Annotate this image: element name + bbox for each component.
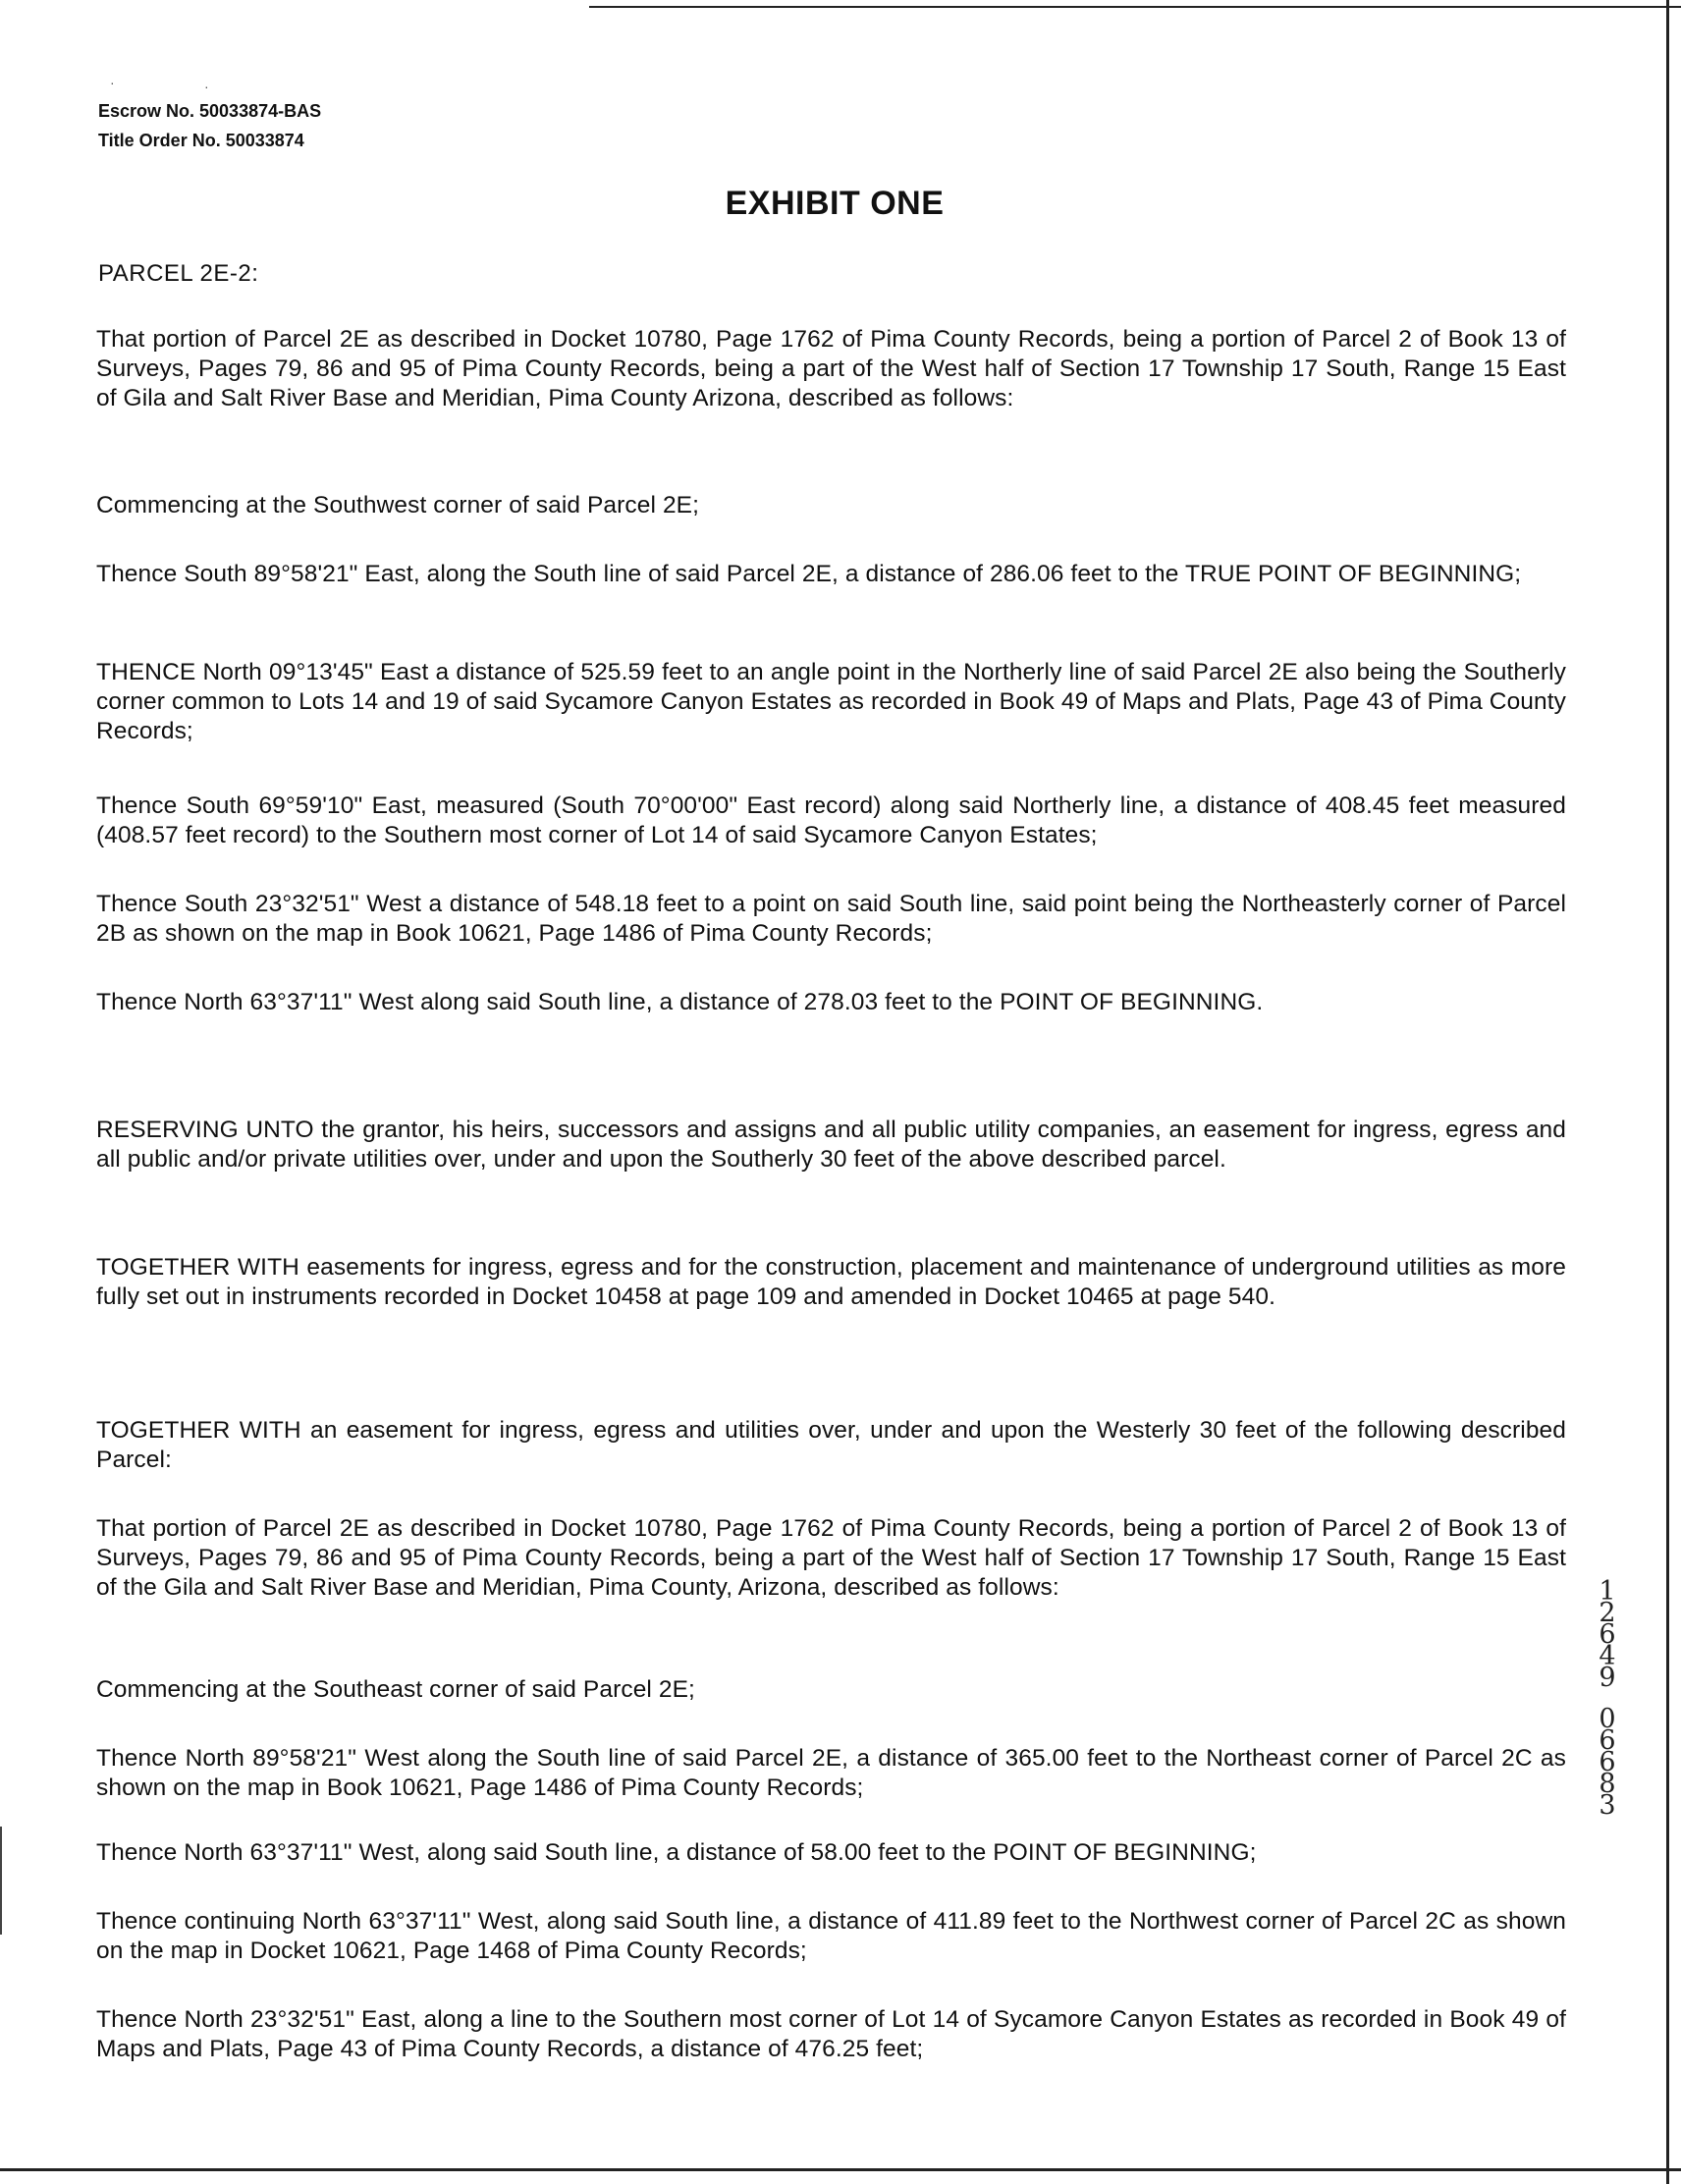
stamp-digit: 3 [1599,1790,1616,1821]
paragraph-commencing: Commencing at the Southwest corner of said Parcel 2E; [96,492,700,519]
paragraph-second-description: That portion of Parcel 2E as described in Docket 10780, Page 1762 of Pima County Records, being a portion of Parcel 2 of Book 13 of Surveys, Pages 79, 86 and 95 of Pima County Records, being a part of the West half of Section 17 Township 17 South, Range 15 East of the Gila and Salt River Base and Meridian, Pima County, Arizona, described as follows: [96,1515,1566,1601]
paragraph-commencing-2: Commencing at the Southeast corner of said Parcel 2E; [96,1676,695,1703]
stamp-digit: 4 [1599,1641,1616,1671]
header-block [98,96,321,155]
scan-speck: · [110,75,115,90]
stamp-digit: 6 [1599,1725,1616,1756]
side-record-stamp [1593,1576,1622,1821]
scan-speck: · [204,79,209,94]
paragraph-together-with-2: TOGETHER WITH an easement for ingress, egress and utilities over, under and upon the Westerly 30 feet of the following described Parcel: [96,1417,1566,1473]
parcel-label: PARCEL 2E-2: [98,260,259,287]
paragraph-thence-continuing: Thence continuing North 63°37'11" West, along said South line, a distance of 411.89 feet to the Northwest corner of Parcel 2C as shown on the map in Docket 10621, Page 1468 of Pima County Records; [96,1908,1566,1964]
paragraph-thence-south-2: Thence South 69°59'10" East, measured (South 70°00'00" East record) along said Northerly line, a distance of 408.45 feet measured (408.57 feet record) to the Southern most corner of Lot 14 of said Sycamore Canyon Estates; [96,792,1566,848]
title-order-number: Title Order No. 50033874 [98,131,304,150]
left-scan-mark [0,1827,2,1935]
paragraph-thence-south-1: Thence South 89°58'21" East, along the South line of said Parcel 2E, a distance of 286.06 feet to the TRUE POINT OF BEGINNING; [96,561,1522,587]
paragraph-reserving: RESERVING UNTO the grantor, his heirs, successors and assigns and all public utility companies, an easement for ingress, egress and all public and/or private utilities over, under and upon the Southerly 30 feet of the above described parcel. [96,1117,1566,1173]
top-border-line [589,6,1681,8]
stamp-digit: 0 [1599,1704,1616,1734]
paragraph-thence-north-2: Thence North 63°37'11" West along said South line, a distance of 278.03 feet to the POINT OF BEGINNING. [96,989,1264,1015]
paragraph-parcel-description: That portion of Parcel 2E as described in Docket 10780, Page 1762 of Pima County Records, being a portion of Parcel 2 of Book 13 of Surveys, Pages 79, 86 and 95 of Pima County Records, being a part of the West half of Section 17 Township 17 South, Range 15 East of Gila and Salt River Base and Meridian, Pima County Arizona, described as follows: [96,326,1566,411]
stamp-digit: 6 [1599,1747,1616,1777]
right-border-line [1666,0,1669,2184]
stamp-digit: 6 [1599,1619,1616,1650]
paragraph-thence-north-5: Thence North 23°32'51" East, along a line to the Southern most corner of Lot 14 of Sycamore Canyon Estates as recorded in Book 49 of Maps and Plats, Page 43 of Pima County Records, a distance of 476.25 feet; [96,2006,1566,2062]
paragraph-thence-north-4: Thence North 63°37'11" West, along said South line, a distance of 58.00 feet to the POINT OF BEGINNING; [96,1839,1257,1866]
stamp-digit: 9 [1599,1663,1616,1693]
document-title: EXHIBIT ONE [725,185,945,222]
paragraph-thence-south-3: Thence South 23°32'51" West a distance of 548.18 feet to a point on said South line, said point being the Northeasterly corner of Parcel 2B as shown on the map in Book 10621, Page 1486 of Pima County Records; [96,891,1566,947]
paragraph-thence-north: THENCE North 09°13'45" East a distance of 525.59 feet to an angle point in the Northerly line of said Parcel 2E also being the Southerly corner common to Lots 14 and 19 of said Sycamore Canyon Estates as recorded in Book 49 of Maps and Plats, Page 43 of Pima County Records; [96,659,1566,744]
stamp-digit: 8 [1599,1769,1616,1799]
bottom-border-line [0,2168,1681,2171]
paragraph-together-with-1: TOGETHER WITH easements for ingress, egress and for the construction, placement and maintenance of underground utilities as more fully set out in instruments recorded in Docket 10458 at page 109 and amended in Docket 10465 at page 540. [96,1254,1566,1310]
escrow-number: Escrow No. 50033874-BAS [98,101,322,121]
stamp-digit: 1 [1599,1576,1616,1607]
stamp-digit: 2 [1599,1598,1616,1628]
paragraph-thence-north-3: Thence North 89°58'21" West along the South line of said Parcel 2E, a distance of 365.00 feet to the Northeast corner of Parcel 2C as shown on the map in Book 10621, Page 1486 of Pima County Records; [96,1745,1566,1801]
